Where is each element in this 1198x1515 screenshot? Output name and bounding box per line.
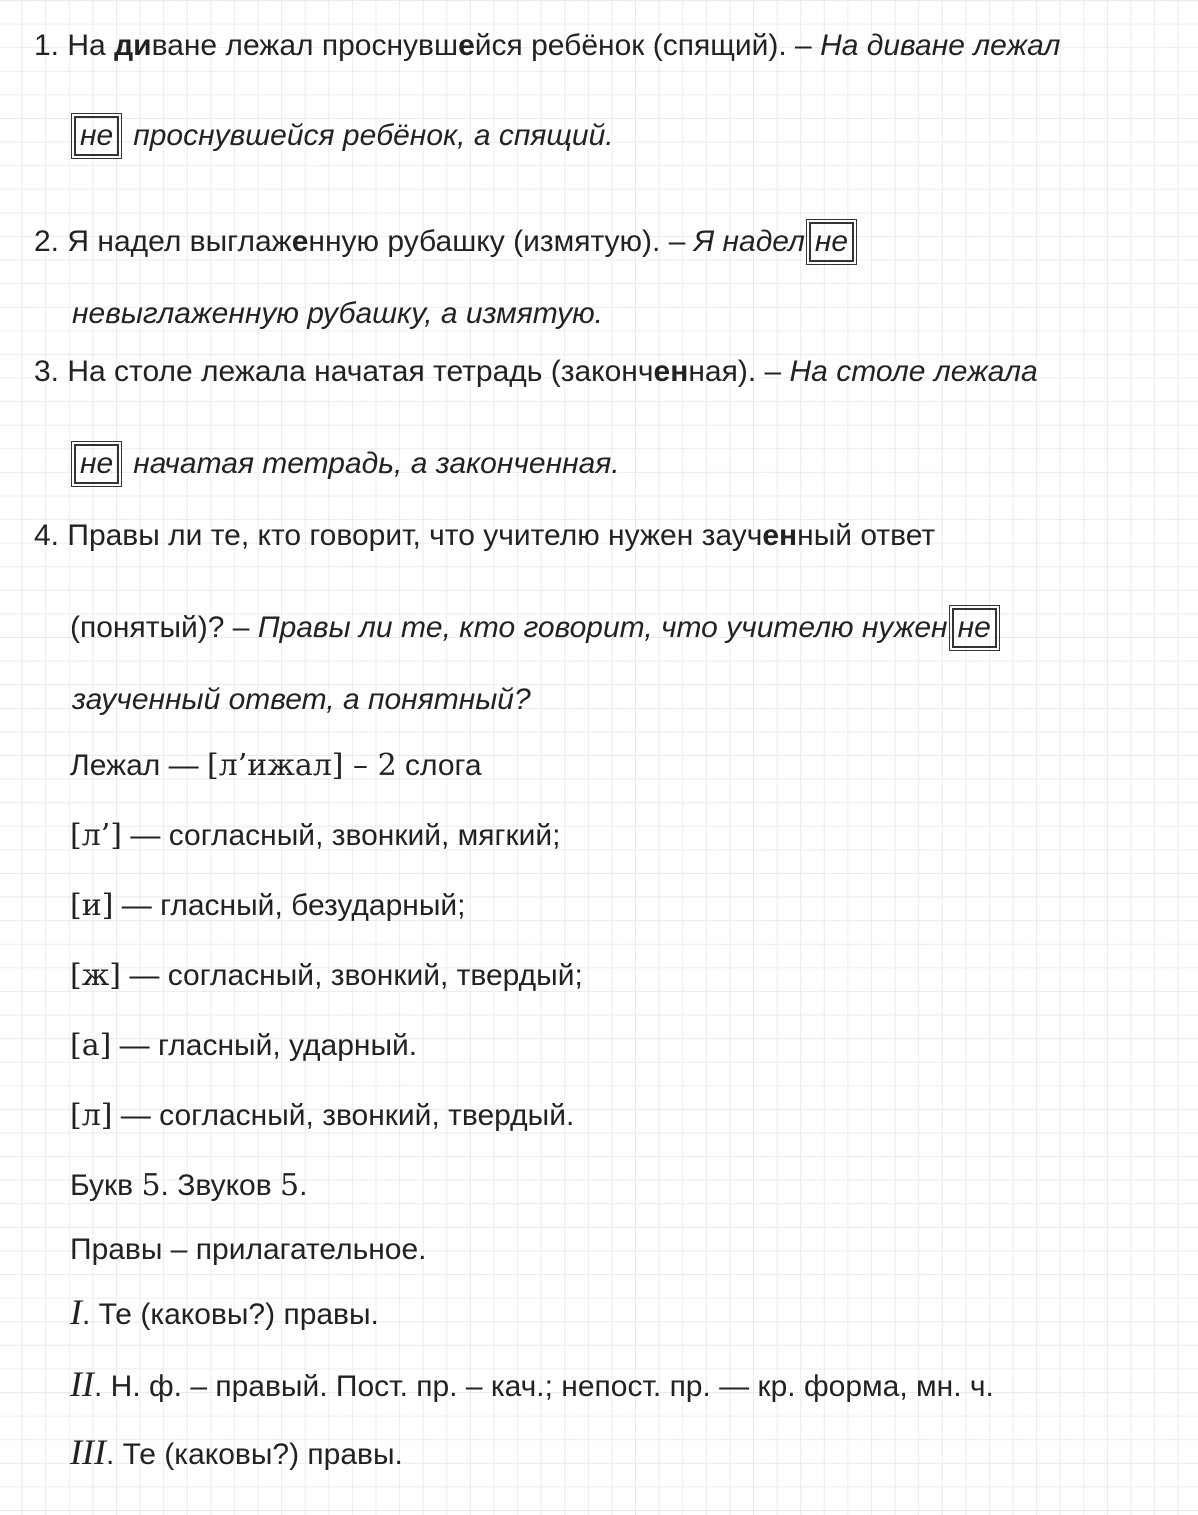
syllable-word: слога: [396, 749, 482, 782]
highlighted-letter: ен: [762, 519, 798, 552]
sound: [л]: [70, 1098, 113, 1133]
answer-text: невыглаженную рубашку, а измятую.: [72, 297, 603, 330]
sound-row: [70, 816, 560, 856]
sounds-label: . Звуков: [160, 1169, 281, 1202]
item-4-question-line: [34, 516, 935, 556]
dash: —: [160, 749, 207, 782]
item-number: 1.: [34, 29, 60, 62]
sound-description: гласный, ударный.: [157, 1029, 418, 1062]
syllable-count: 2: [377, 748, 397, 783]
question-text: ный ответ: [797, 519, 936, 552]
letters-count: 5: [141, 1168, 161, 1203]
highlighted-letter: е: [291, 225, 309, 258]
sound-row: [70, 1096, 574, 1136]
question-text: д: [114, 29, 134, 62]
morphology-text: . Те (каковы?) правы.: [105, 1438, 403, 1471]
transcription: [л’ижал]: [206, 748, 344, 783]
morphology-text: . Те (каковы?) правы.: [82, 1298, 379, 1331]
ne-box: не: [809, 222, 854, 262]
phonetic-header: [70, 746, 482, 786]
dash: –: [660, 225, 694, 258]
sound: [л’]: [70, 818, 123, 853]
dash: —: [121, 959, 168, 992]
item-3-answer-line: [72, 444, 620, 484]
dash: –: [224, 611, 258, 644]
question-text: (понятый)?: [70, 611, 225, 644]
dash: —: [111, 1029, 158, 1062]
ne-box: не: [952, 608, 997, 648]
sound-row: [70, 886, 466, 926]
answer-text: На столе лежала: [789, 355, 1038, 388]
dash: –: [756, 355, 790, 388]
morphology-part: [70, 1364, 994, 1404]
item-1-answer-line: [72, 116, 614, 156]
item-number: 4.: [34, 519, 60, 552]
morphology-part: [70, 1292, 379, 1332]
dash: –: [786, 29, 821, 62]
sound-description: согласный, звонкий, мягкий;: [168, 819, 561, 852]
sounds-count: 5: [280, 1168, 300, 1203]
phonetic-word: Лежал: [70, 749, 161, 782]
roman-numeral: III: [70, 1432, 106, 1472]
item-4-answer-line: [72, 680, 531, 720]
question-text: Правы ли те, кто говорит, что учителю нужен зауч: [67, 519, 763, 552]
answer-text: начатая тетрадь, а законченная.: [133, 447, 620, 480]
highlighted-letter: и: [133, 29, 152, 62]
morphology-part: [70, 1432, 403, 1472]
letters-sounds-count: [70, 1166, 307, 1206]
period: .: [299, 1169, 308, 1202]
sound: [ж]: [70, 958, 122, 993]
sound: [а]: [70, 1028, 112, 1063]
sound: [и]: [70, 888, 114, 923]
question-text: На столе лежала начатая тетрадь (законч: [67, 355, 654, 388]
item-3-question-line: [34, 352, 1038, 392]
sound-description: гласный, безударный;: [160, 889, 466, 922]
item-2-answer-line: [72, 294, 603, 334]
answer-text: заученный ответ, а понятный?: [72, 683, 531, 716]
letters-label: Букв: [70, 1169, 142, 1202]
sound-row: [70, 1026, 417, 1066]
answer-text: проснувшейся ребёнок, а спящий.: [133, 119, 614, 152]
dash: —: [113, 889, 161, 922]
question-text: Я надел выглаж: [67, 225, 292, 258]
sound-row: [70, 956, 583, 996]
question-text: нную рубашку (измятую).: [308, 225, 661, 258]
highlighted-letter: ен: [653, 355, 689, 388]
ne-box: не: [74, 444, 119, 484]
morphology-text: . Н. ф. – правый. Пост. пр. – кач.; непост. пр. — кр. форма, мн. ч.: [93, 1370, 994, 1403]
sound-description: согласный, звонкий, твердый.: [159, 1099, 575, 1132]
item-number: 2.: [34, 225, 60, 258]
morphology-intro-text: Правы – прилагательное.: [70, 1233, 427, 1266]
morphology-intro: [70, 1230, 426, 1270]
roman-numeral: II: [70, 1364, 94, 1404]
dash: —: [122, 819, 169, 852]
question-text: На: [67, 29, 115, 62]
question-text: ная).: [688, 355, 757, 388]
highlighted-letter: е: [458, 29, 475, 62]
item-2-question-line: [34, 222, 858, 262]
question-text: йся ребёнок (спящий).: [474, 29, 787, 62]
item-1-question-line: [34, 26, 1060, 66]
answer-text: На диване лежал: [820, 29, 1061, 62]
item-4-continuation-line: [70, 608, 1001, 648]
roman-numeral: I: [70, 1292, 82, 1332]
question-text: ване лежал проснувш: [151, 29, 459, 62]
dash: —: [112, 1099, 160, 1132]
item-number: 3.: [34, 355, 60, 388]
dash: –: [343, 748, 378, 783]
answer-text: Правы ли те, кто говорит, что учителю нужен: [257, 611, 948, 644]
answer-text: Я надел: [693, 225, 805, 258]
ne-box: не: [74, 116, 119, 156]
sound-description: согласный, звонкий, твердый;: [167, 959, 583, 992]
